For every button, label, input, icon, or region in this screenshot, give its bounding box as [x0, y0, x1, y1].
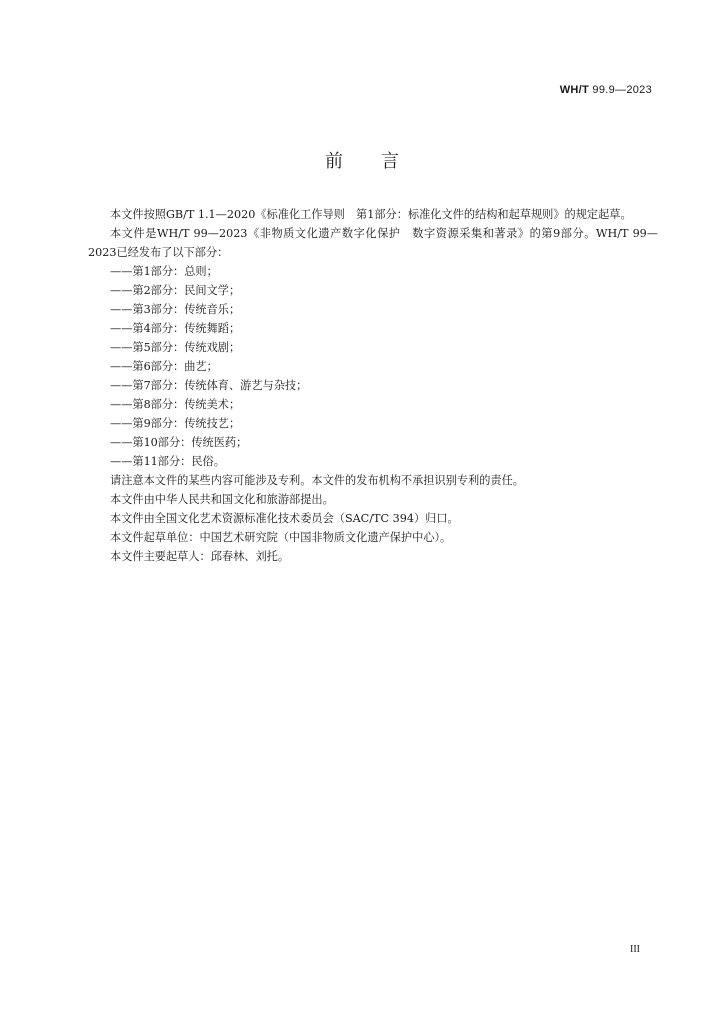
paragraph-drafting-unit: 本文件起草单位：中国艺术研究院（中国非物质文化遗产保护中心）。: [110, 531, 452, 544]
paragraph-drafters: 本文件主要起草人：邱春林、刘托。: [110, 550, 290, 563]
paragraph-proposed-by: 本文件由中华人民共和国文化和旅游部提出。: [110, 493, 334, 506]
list-item: ——第11部分：民俗。: [110, 455, 225, 468]
list-item: ——第9部分：传统技艺；: [110, 417, 241, 430]
page-title: 前言: [325, 151, 437, 172]
foreword-body: [88, 205, 658, 566]
list-item: ——第7部分：传统体育、游艺与杂技；: [110, 379, 308, 392]
document-code-prefix: WH/T: [559, 84, 590, 96]
paragraph-series-intro: 本文件是WH/T 99—2023《非物质文化遗产数字化保护 数字资源采集和著录》的第9部分。WH/T 99—2023已经发布了以下部分：: [88, 227, 658, 259]
list-item: ——第3部分：传统音乐；: [110, 303, 241, 316]
list-item: ——第2部分：民间文学；: [110, 284, 241, 297]
list-item: ——第8部分：传统美术；: [110, 398, 241, 411]
paragraph-drafting-basis: 本文件按照GB/T 1.1—2020《标准化工作导则 第1部分：标准化文件的结构和起草规则》的规定起草。: [110, 208, 632, 221]
document-code: [560, 84, 652, 96]
list-item: ——第10部分：传统医药；: [110, 436, 248, 449]
document-code-number: 99.9—2023: [589, 84, 652, 96]
paragraph-managed-by: 本文件由全国文化艺术资源标准化技术委员会（SAC/TC 394）归口。: [110, 512, 459, 525]
list-item: ——第4部分：传统舞蹈；: [110, 322, 241, 335]
list-item: ——第5部分：传统戏剧；: [110, 341, 241, 354]
paragraph-patent-notice: 请注意本文件的某些内容可能涉及专利。本文件的发布机构不承担识别专利的责任。: [110, 474, 524, 487]
list-item: ——第6部分：曲艺；: [110, 360, 218, 373]
list-item: ——第1部分：总则；: [110, 265, 218, 278]
page-number: III: [630, 944, 640, 955]
